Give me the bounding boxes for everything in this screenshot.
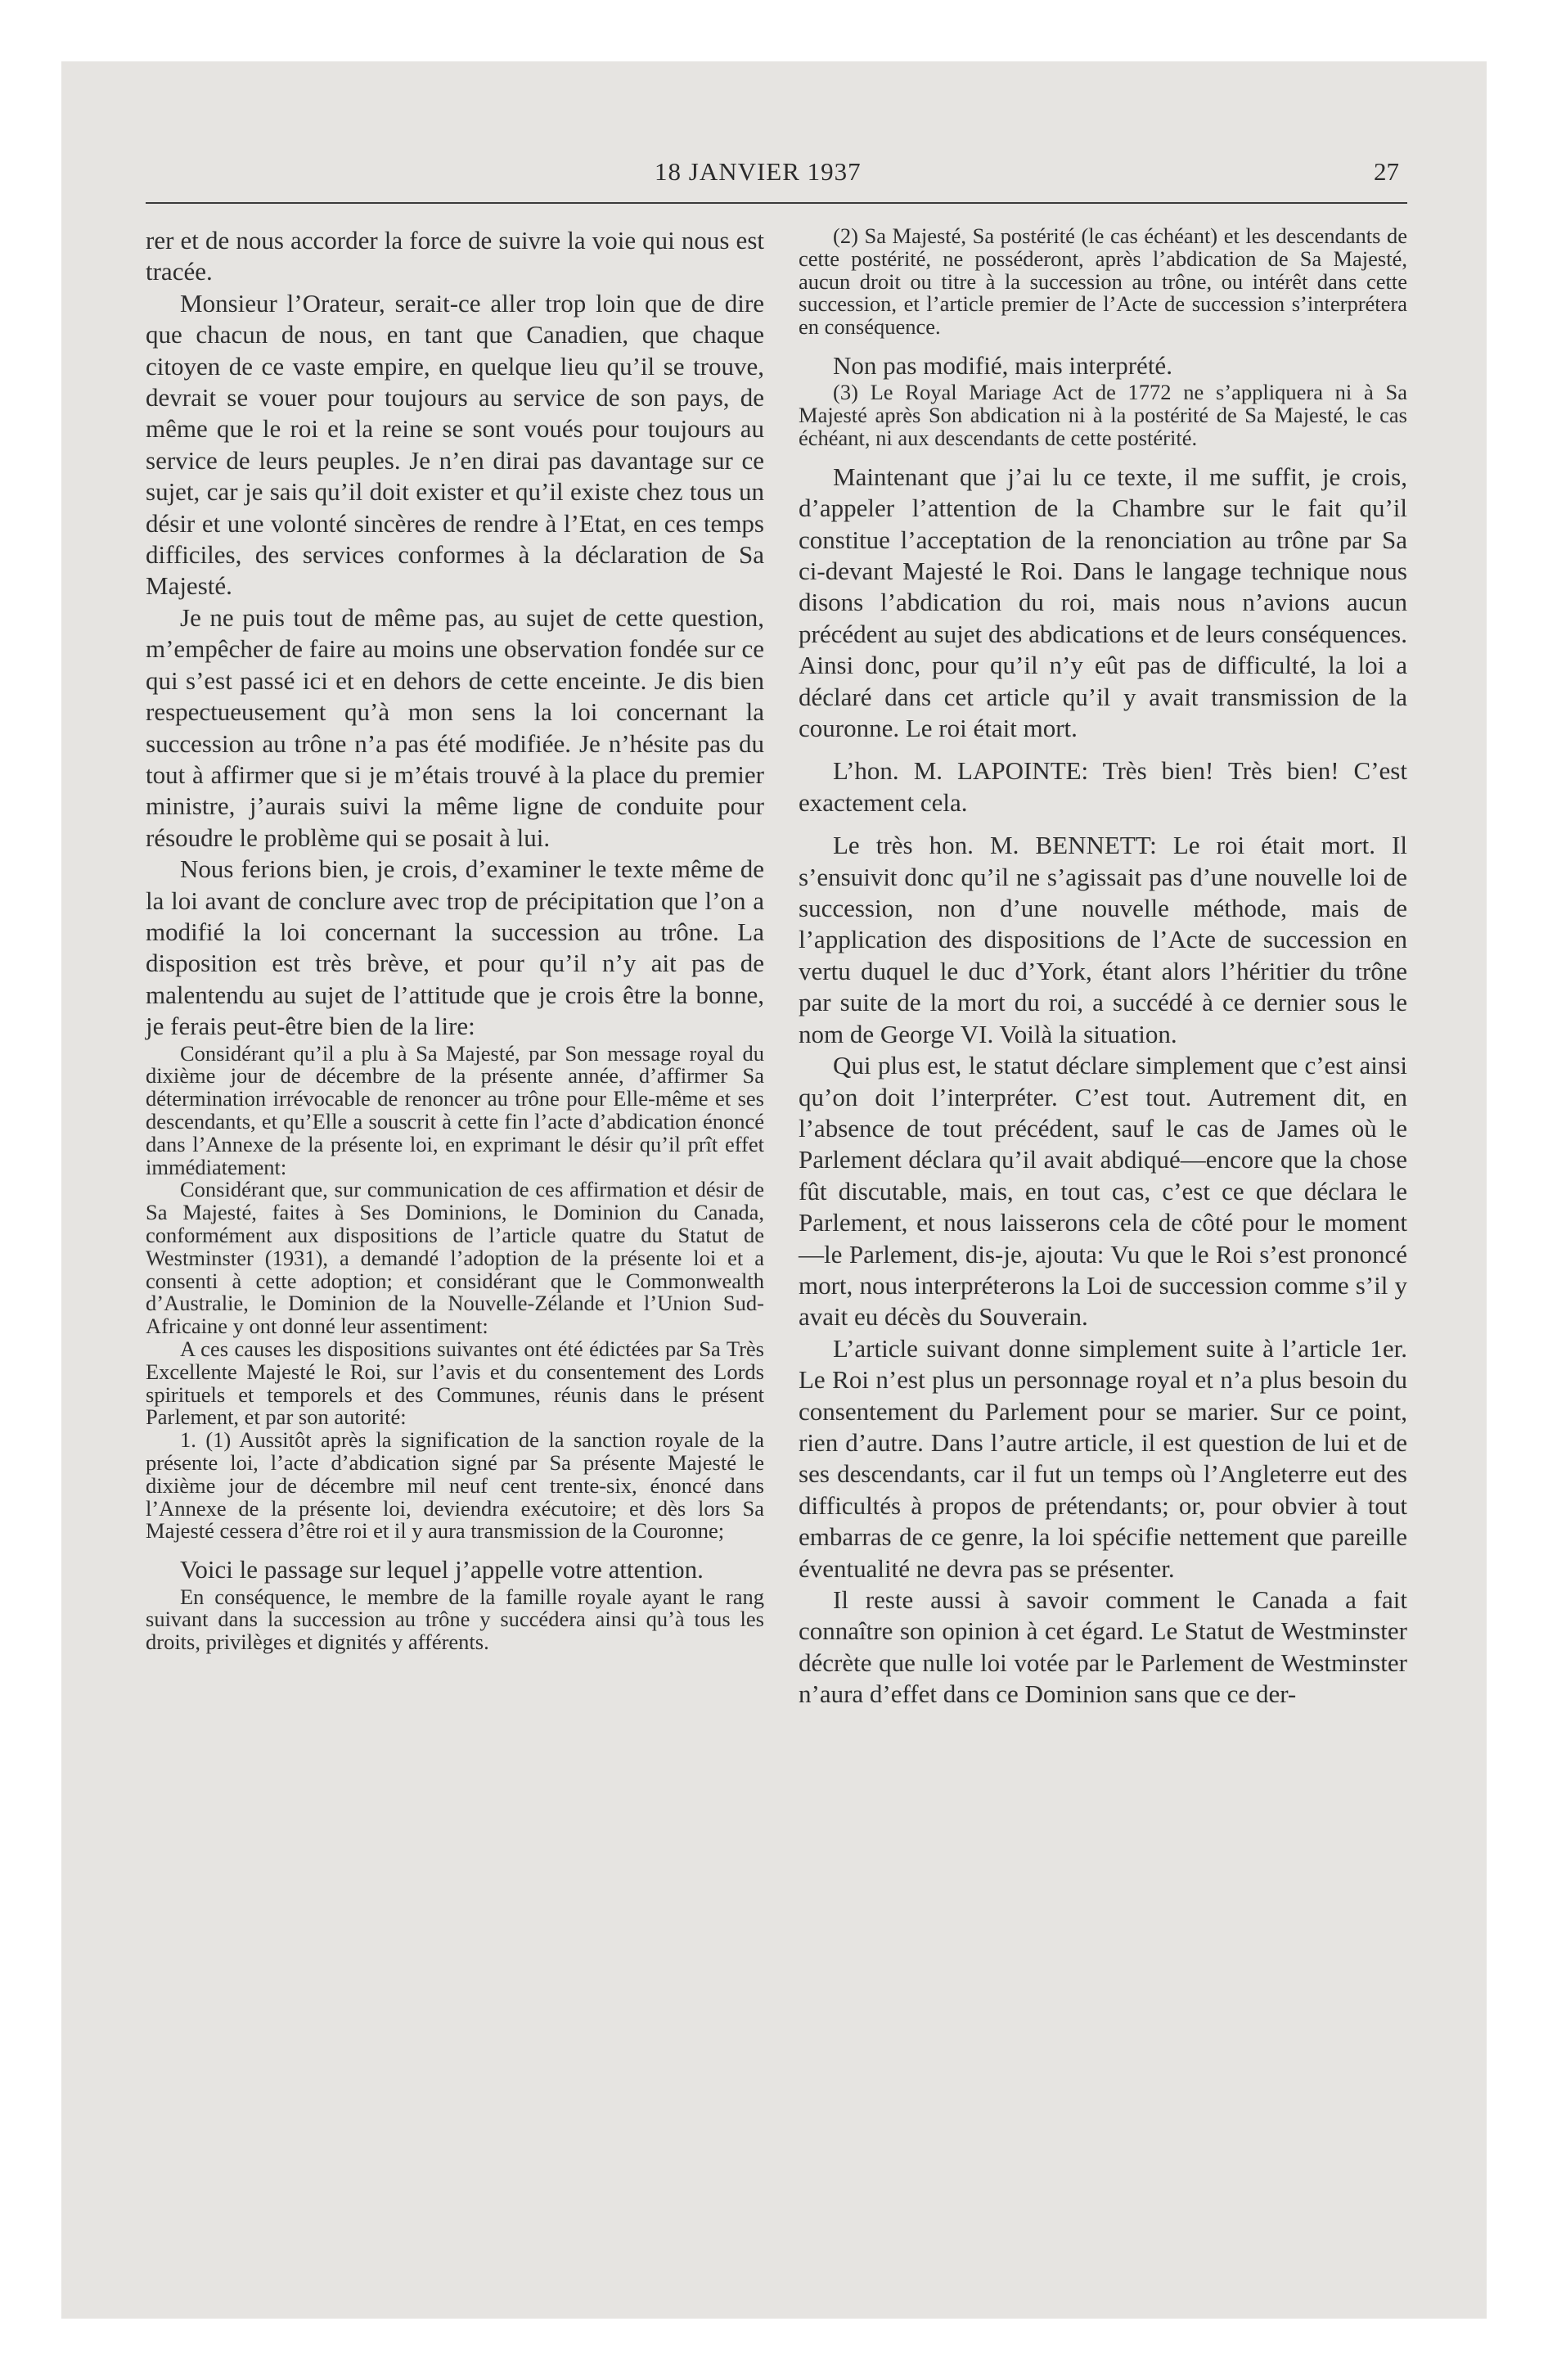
quoted-paragraph: En conséquence, le membre de la famille royale ayant le rang suivant dans la succession au trône y succédera ainsi qu’à tous les droits, privilèges et dignités y afférents. (146, 1584, 764, 1655)
paragraph: Je ne puis tout de même pas, au sujet de cette question, m’empêcher de faire au moins une observation fondée sur ce qui s’est passé ici et en dehors de cette enceinte. Je dis bien respectueusement qu’à mon sens la loi concernant la succession au trône n’a pas été modifiée. Je n’hésite pas du tout à affirmer que si je m’étais trouvé à la place du premier ministre, j’aurais suivi la même ligne de conduite pour résoudre le problème qui se posait à lui. (146, 602, 764, 852)
quoted-paragraph: A ces causes les dispositions suivantes ont été édictées par Sa Très Excellente Majesté le Roi, sur l’avis et du consentement des Lords spirituels et temporels et des Communes, réunis dans le présent Parlement, et par son autorité: (146, 1336, 764, 1430)
page-number: 27 (1374, 157, 1399, 186)
quoted-paragraph: Considérant qu’il a plu à Sa Majesté, par Son message royal du dixième jour de décembre de la présente année, d’affirmer Sa détermination irrévocable de renoncer au trône pour Elle-même et ses descendants, et qu’Elle a souscrit à cette fin l’acte d’abdication énoncé dans l’Annexe de la présente loi, en exprimant le désir qu’il prît effet immédiatement: (146, 1040, 764, 1179)
paragraph: L’hon. M. LAPOINTE: Très bien! Très bien! C’est exactement cela. (799, 756, 1407, 817)
paragraph: rer et de nous accorder la force de suivre la voie qui nous est tracée. (146, 226, 764, 286)
quoted-paragraph: 1. (1) Aussitôt après la signification de la sanction royale de la présente loi, l’acte d’abdication signé par Sa présente Majesté le dixième jour de décembre mil neuf cent trente-six, énoncé dans l’Annexe de la présente loi, deviendra exécutoire; et dès lors Sa Majesté cessera d’être roi et il y aura transmission de la Couronne; (146, 1427, 764, 1544)
paragraph: Monsieur l’Orateur, serait-ce aller trop loin que de dire que chacun de nous, en tant que Canadien, que chaque citoyen de ce vaste empire, en quelque lieu qu’il se trouve, devrait se vouer pour toujours au service de son pays, de même que le roi et la reine se sont voués pour toujours au service de leurs peuples. Je n’en dirai pas davantage sur ce sujet, car je sais qu’il doit exister et qu’il existe chez tous un désir et une volonté sincères de rendre à l’Etat, en ces temps difficiles, des services conformes à la déclaration de Sa Majesté. (146, 288, 764, 601)
paragraph: Maintenant que j’ai lu ce texte, il me suffit, je crois, d’appeler l’attention de la Chambre sur le fait qu’il constitue l’acceptation de la renonciation au trône par Sa ci-devant Majesté le Roi. Dans le langage technique nous disons l’abdication du roi, mais nous n’avions aucun précédent au sujet des abdications et de leurs conséquences. Ainsi donc, pour qu’il n’y eût pas de difficulté, la loi a déclaré dans cet article qu’il y avait transmission de la couronne. Le roi était mort. (799, 462, 1407, 743)
page-header (146, 157, 1407, 190)
paragraph: Il reste aussi à savoir comment le Canada a fait connaître son opinion à cet égard. Le Statut de Westminster décrète que nulle loi votée par le Parlement de Westminster n’aura d’effet dans ce Dominion sans que ce der- (799, 1585, 1407, 1709)
paragraph: L’article suivant donne simplement suite à l’article 1er. Le Roi n’est plus un personnage royal et n’a plus besoin du consentement du Parlement pour se marier. Sur ce point, rien d’autre. Dans l’autre article, il est question de lui et de ses descendants, car il fut un temps où l’Angleterre eut des difficultés à propos de prétendants; or, pour obvier à tout embarras de ce genre, la loi spécifie nettement que pareille éventualité ne devra pas se présenter. (799, 1333, 1407, 1583)
paragraph: Non pas modifié, mais interprété. (833, 350, 1172, 380)
paragraph: Nous ferions bien, je crois, d’examiner le texte même de la loi avant de conclure avec trop de précipitation que l’on a modifié la loi concernant la succession au trône. La disposition est très brève, et pour qu’il n’y ait pas de malentendu au sujet de l’attitude que je crois être la bonne, je ferais peut-être bien de la lire: (146, 854, 764, 1041)
header-date: 18 JANVIER 1937 (655, 157, 862, 186)
right-column (799, 225, 1407, 1711)
quoted-paragraph: (3) Le Royal Mariage Act de 1772 ne s’appliquera ni à Sa Majesté après Son abdication ni à la postérité de Sa Majesté, le cas échéant, ni aux descendants de cette postérité. (799, 380, 1407, 450)
header-rule (146, 202, 1407, 204)
quoted-paragraph: Considérant que, sur communication de ces affirmation et désir de Sa Majesté, faites à Ses Dominions, le Dominion du Canada, conformément aux dispositions de l’article quatre du Statut de Westminster (1931), a demandé l’adoption de la présente loi et a consenti à cette adoption; et considérant que le Commonwealth d’Australie, le Dominion de la Nouvelle-Zélande et l’Union Sud-Africaine y ont donné leur assentiment: (146, 1177, 764, 1339)
quoted-paragraph: (2) Sa Majesté, Sa postérité (le cas échéant) et les descendants de cette postérité, ne posséderont, après l’abdication de Sa Majesté, aucun droit ou titre à la succession au trône, ou intérêt dans cette succession, et l’article premier de l’Acte de succession s’interprétera en conséquence. (799, 223, 1407, 340)
paragraph: Voici le passage sur lequel j’appelle votre attention. (180, 1555, 704, 1584)
paragraph: Le très hon. M. BENNETT: Le roi était mort. Il s’ensuivit donc qu’il ne s’agissait pas d’une nouvelle loi de succession, non d’une nouvelle méthode, mais de l’application des dispositions de l’Acte de succession en vertu duquel le duc d’York, étant alors l’héritier du trône par suite de la mort du roi, a succédé à ce dernier sous le nom de George VI. Voilà la situation. (799, 831, 1407, 1048)
paragraph: Qui plus est, le statut déclare simplement que c’est ainsi qu’on doit l’interpréter. C’est tout. Autrement dit, en l’absence de tout précédent, sauf le cas de James où le Parlement déclara qu’il avait abdiqué—encore que la chose fût discutable, mais, en tout cas, c’est ce que déclara le Parlement, et nous laisserons cela de côté pour le moment—le Parlement, dis-je, ajouta: Vu que le Roi s’est prononcé mort, nous interpréterons la Loi de succession comme s’il y avait eu décès du Souverain. (799, 1051, 1407, 1332)
left-column (146, 225, 764, 1654)
